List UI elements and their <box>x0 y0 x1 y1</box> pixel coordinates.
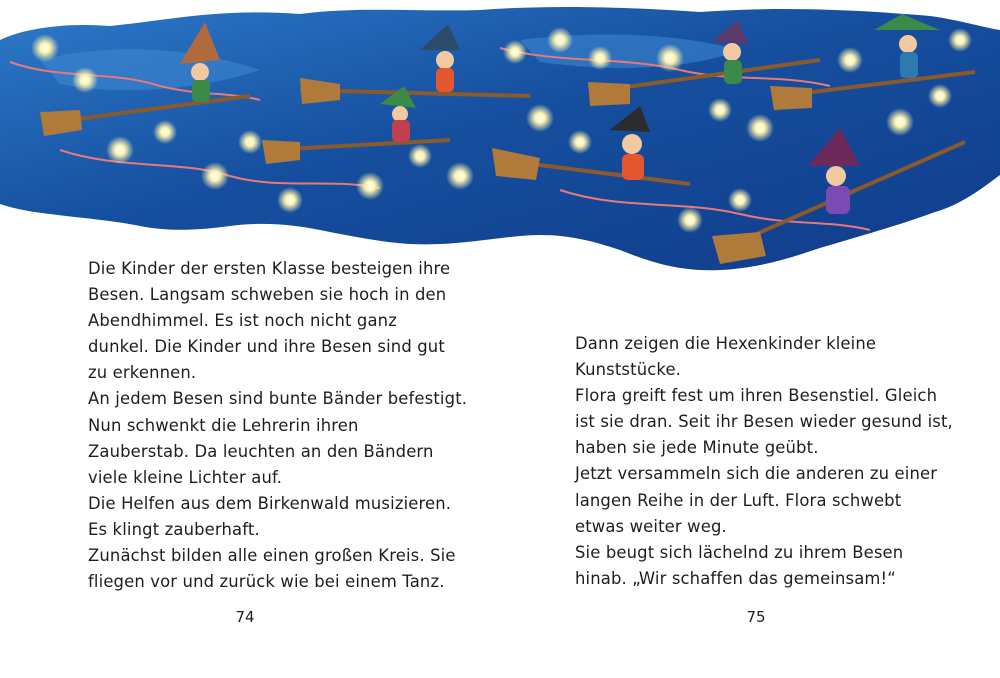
page-number-right: 75 <box>746 608 766 626</box>
text-line: viele kleine Lichter auf. <box>88 467 283 487</box>
text-line: Sie beugt sich lächelnd zu ihrem Besen <box>575 542 904 562</box>
text-line: zu erkennen. <box>88 363 197 383</box>
text-line: Zunächst bilden alle einen großen Kreis. Sie <box>88 546 456 566</box>
text-line: Es klingt zauberhaft. <box>88 519 260 539</box>
text-line: Zauberstab. Da leuchten an den Bändern <box>88 441 434 461</box>
text-line: An jedem Besen sind bunte Bänder befestigt. <box>88 389 468 409</box>
text-line: Die Helfen aus dem Birkenwald musizieren. <box>88 493 452 513</box>
text-line: Flora greift fest um ihren Besenstiel. Gleich <box>575 386 938 406</box>
text-line: Abendhimmel. Es ist noch nicht ganz <box>88 311 397 331</box>
text-line: Jetzt versammeln sich die anderen zu einer <box>575 464 938 484</box>
text-line: Kunststücke. <box>575 360 682 380</box>
text-line: hinab. „Wir schaffen das gemeinsam!“ <box>575 568 896 588</box>
left-page-text <box>88 256 467 595</box>
text-line: haben sie jede Minute geübt. <box>575 438 819 458</box>
right-page-text <box>575 331 953 592</box>
text-line: Dann zeigen die Hexenkinder kleine <box>575 334 877 353</box>
witches-night-sky-illustration <box>0 0 1000 280</box>
text-line: etwas weiter weg. <box>575 516 727 536</box>
text-line: ist sie dran. Seit ihr Besen wieder gesund ist, <box>575 412 953 432</box>
sky-wash <box>0 7 1000 270</box>
text-line: Besen. Langsam schweben sie hoch in den <box>88 285 447 305</box>
text-line: langen Reihe in der Luft. Flora schwebt <box>575 490 902 510</box>
text-line: fliegen vor und zurück wie bei einem Tanz. <box>88 572 445 592</box>
text-line: Die Kinder der ersten Klasse besteigen ihre <box>88 259 451 278</box>
text-line: dunkel. Die Kinder und ihre Besen sind gut <box>88 337 445 357</box>
page-number-left: 74 <box>235 608 255 626</box>
text-line: Nun schwenkt die Lehrerin ihren <box>88 415 359 435</box>
